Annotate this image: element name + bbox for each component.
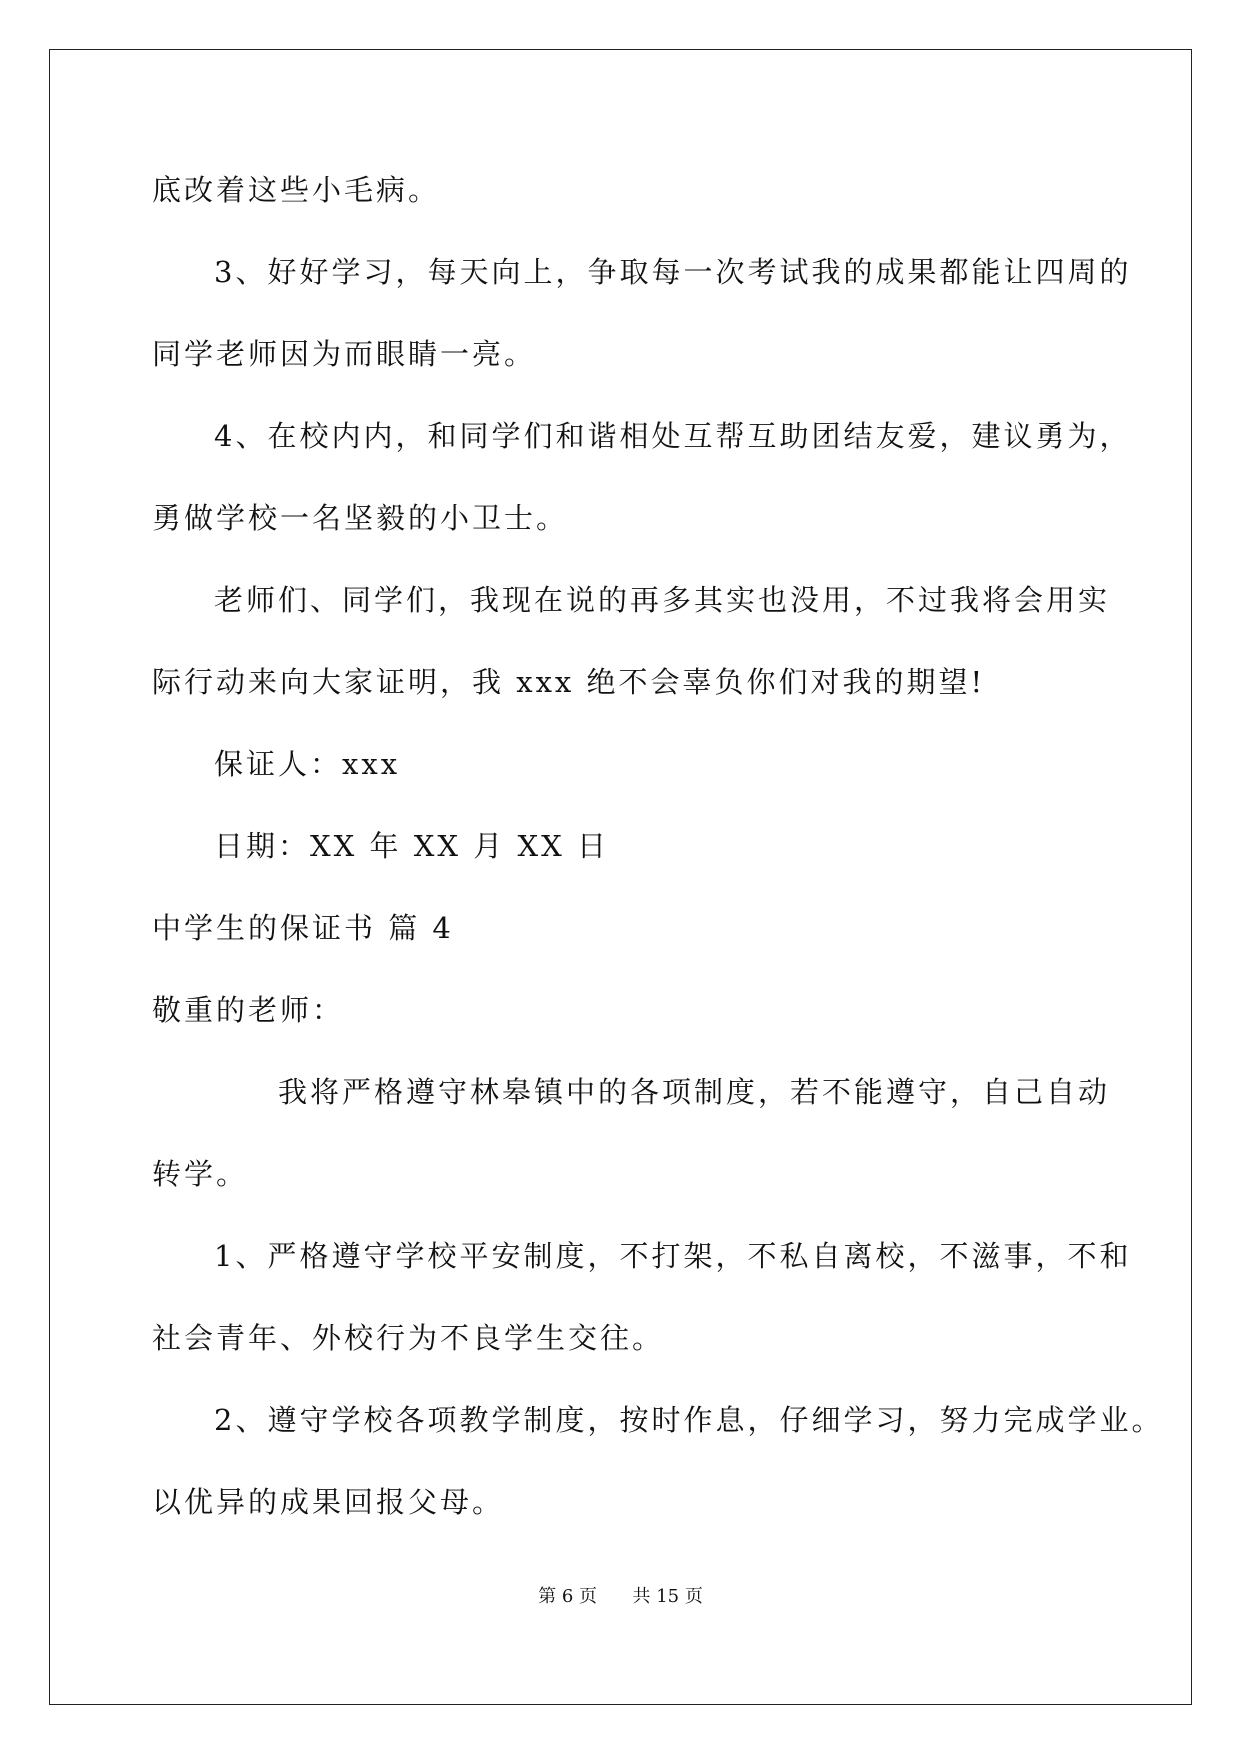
date-line: 日期：XX 年 XX 月 XX 日 [214, 829, 609, 863]
page-footer [0, 1585, 1241, 1609]
paragraph-line: 我将严格遵守林皋镇中的各项制度，若不能遵守，自己自动 [278, 1075, 1111, 1109]
page-number: 第 6 页 [538, 1586, 598, 1607]
paragraph-line: 勇做学校一名坚毅的小卫士。 [152, 501, 569, 535]
paragraph-line: 1、严格遵守学校平安制度，不打架，不私自离校，不滋事，不和 [214, 1239, 1132, 1273]
paragraph-line: 社会青年、外校行为不良学生交往。 [152, 1321, 665, 1355]
paragraph-line: 2、遵守学校各项教学制度，按时作息，仔细学习，努力完成学业。 [214, 1403, 1164, 1437]
section-heading: 中学生的保证书 篇 4 [152, 911, 454, 945]
page-border [49, 49, 1192, 1705]
paragraph-line: 老师们、同学们，我现在说的再多其实也没用，不过我将会用实 [214, 583, 1111, 617]
paragraph-line: 以优异的成果回报父母。 [152, 1485, 505, 1519]
signatory-line: 保证人：xxx [214, 747, 401, 781]
salutation: 敬重的老师： [152, 993, 345, 1027]
paragraph-line: 同学老师因为而眼睛一亮。 [152, 337, 537, 371]
paragraph-line: 底改着这些小毛病。 [152, 173, 441, 207]
paragraph-line: 4、在校内内，和同学们和谐相处互帮互助团结友爱，建议勇为， [214, 419, 1132, 453]
paragraph-line: 转学。 [152, 1157, 249, 1191]
paragraph-line: 际行动来向大家证明，我 xxx 绝不会辜负你们对我的期望! [152, 665, 986, 699]
page-total: 共 15 页 [632, 1586, 703, 1607]
paragraph-line: 3、好好学习，每天向上，争取每一次考试我的成果都能让四周的 [214, 255, 1132, 289]
